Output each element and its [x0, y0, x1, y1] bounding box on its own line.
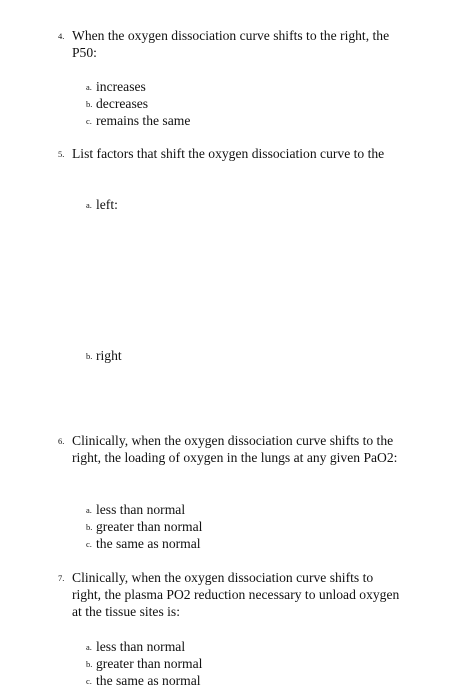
option-b[interactable]	[0, 347, 457, 364]
option-letter: c.	[86, 539, 92, 549]
option-text: greater than normal	[96, 656, 203, 671]
option-text: greater than normal	[96, 519, 203, 534]
option-a[interactable]	[0, 196, 457, 213]
option-letter: b.	[86, 522, 93, 532]
option-text: the same as normal	[96, 673, 201, 688]
option-letter: c.	[86, 116, 92, 126]
option-letter: a.	[86, 82, 92, 92]
option-letter: b.	[86, 99, 93, 109]
option-c[interactable]	[0, 535, 457, 552]
question-text: Clinically, when the oxygen dissociation curve shifts to right, the plasma PO2 reduction necessary to unload oxygen at the tissue sites is:	[72, 570, 400, 619]
option-a[interactable]	[0, 638, 457, 655]
option-b[interactable]	[0, 655, 457, 672]
option-c[interactable]	[0, 112, 457, 129]
option-letter: b.	[86, 659, 93, 669]
option-a[interactable]	[0, 78, 457, 95]
option-c[interactable]	[0, 672, 457, 689]
question-text: List factors that shift the oxygen dissociation curve to the	[72, 146, 385, 161]
question-number: 6.	[58, 436, 65, 446]
option-text: decreases	[96, 96, 149, 111]
option-letter: a.	[86, 642, 92, 652]
option-b[interactable]	[0, 95, 457, 112]
question-number: 4.	[58, 31, 65, 41]
option-b[interactable]	[0, 518, 457, 535]
question-text: Clinically, when the oxygen dissociation curve shifts to the right, the loading of oxygen in the lungs at any given PaO2:	[72, 433, 398, 465]
option-text: right	[96, 348, 122, 363]
option-a[interactable]	[0, 501, 457, 518]
option-text: less than normal	[96, 639, 186, 654]
option-text: increases	[96, 79, 146, 94]
option-letter: a.	[86, 200, 92, 210]
question-number: 5.	[58, 149, 65, 159]
option-text: less than normal	[96, 502, 186, 517]
option-text: the same as normal	[96, 536, 201, 551]
question-number: 7.	[58, 573, 65, 583]
option-letter: a.	[86, 505, 92, 515]
option-letter: c.	[86, 676, 92, 686]
option-text: remains the same	[96, 113, 191, 128]
option-letter: b.	[86, 351, 93, 361]
option-text: left:	[96, 197, 118, 212]
question-text: When the oxygen dissociation curve shifts to the right, the P50:	[72, 28, 390, 60]
